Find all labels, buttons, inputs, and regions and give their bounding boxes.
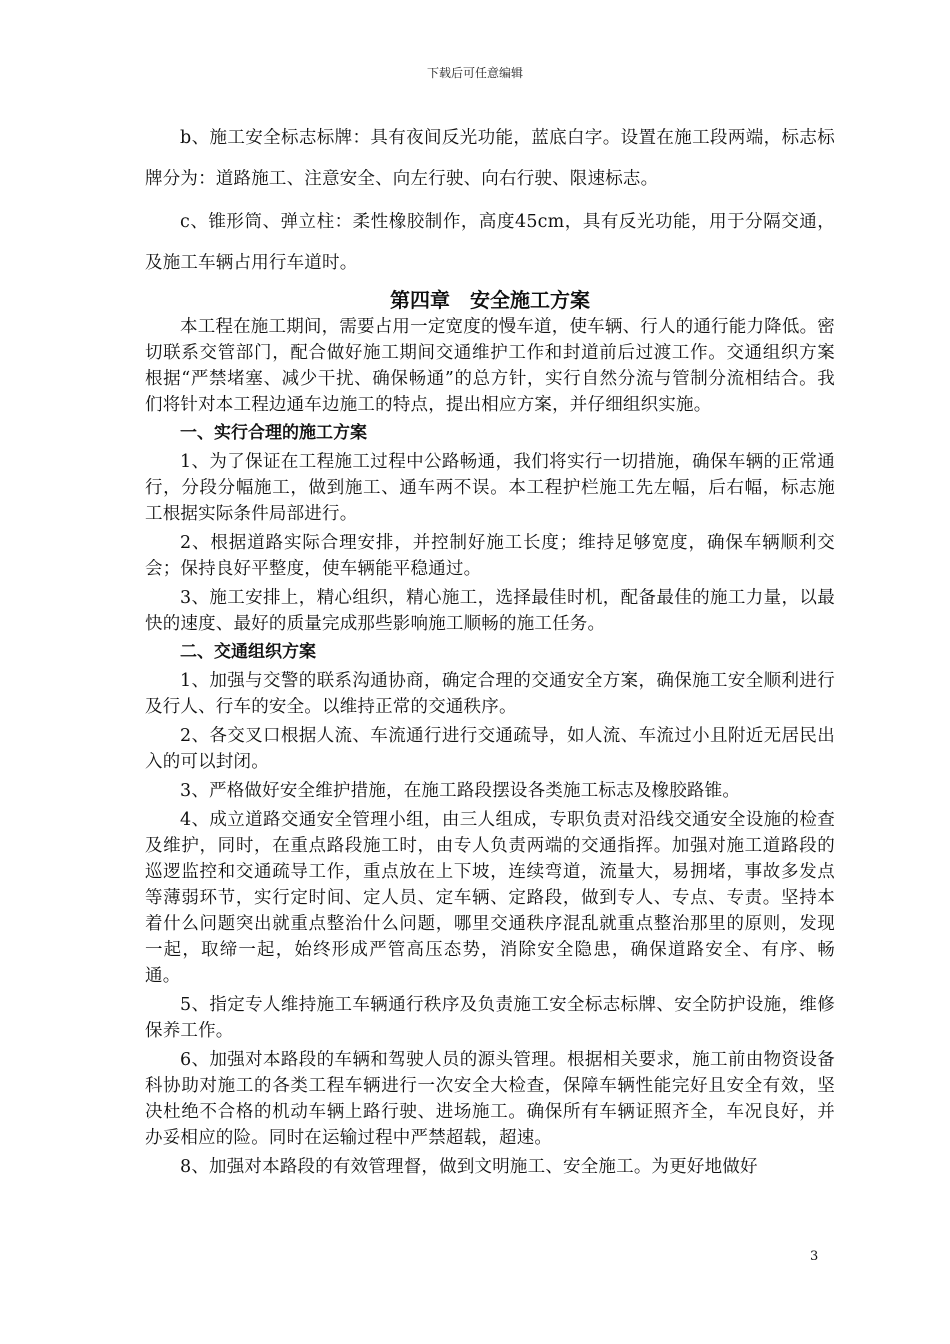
paragraph: 本工程在施工期间，需要占用一定宽度的慢车道，使车辆、行人的通行能力降低。密切联系交管部门，配合做好施工期间交通维护工作和封道前后过渡工作。交通组织方案根据“严禁堵塞、减少干扰、确保畅通”的总方针，实行自然分流与管制分流相结合。我们将针对本工程边通车边施工的特点，提出相应方案，并仔细组织实施。 [145,317,835,415]
section-heading: 二、交通组织方案 [180,642,316,662]
paragraph: b、施工安全标志标牌：具有夜间反光功能，蓝底白字。设置在施工段两端，标志标牌分为：道路施工、注意安全、向左行驶、向右行驶、限速标志。 [145,128,835,189]
paragraph: 8、加强对本路段的有效管理督，做到文明施工、安全施工。为更好地做好 [180,1157,758,1177]
paragraph: 2、根据道路实际合理安排，并控制好施工长度；维持足够宽度，确保车辆顺利交会；保持良好平整度，使车辆能平稳通过。 [145,533,835,579]
page-number: 3 [810,1249,819,1264]
paragraph: c、锥形筒、弹立柱：柔性橡胶制作，高度45cm，具有反光功能，用于分隔交通，及施工车辆占用行车道时。 [145,212,835,273]
chapter-title: 第四章 安全施工方案 [390,288,590,312]
paragraph: 1、加强与交警的联系沟通协商，确定合理的交通安全方案，确保施工安全顺利进行及行人、行车的安全。以维持正常的交通秩序。 [145,671,835,717]
paragraph: 4、成立道路交通安全管理小组，由三人组成，专职负责对沿线交通安全设施的检查及维护，同时，在重点路段施工时，由专人负责两端的交通指挥。加强对施工道路段的巡逻监控和交通疏导工作，重点放在上下坡，连续弯道，流量大，易拥堵，事故多发点等薄弱环节，实行定时间、定人员、定车辆、定路段，做到专人、专点、专责。坚持本着什么问题突出就重点整治什么问题，哪里交通秩序混乱就重点整治那里的原则，发现一起，取缔一起，始终形成严管高压态势，消除安全隐患，确保道路安全、有序、畅通。 [145,810,835,986]
paragraph: 1、为了保证在工程施工过程中公路畅通，我们将实行一切措施，确保车辆的正常通行，分段分幅施工，做到施工、通车两不误。本工程护栏施工先左幅，后右幅，标志施工根据实际条件局部进行。 [145,452,835,524]
document-body [145,118,835,1180]
paragraph: 6、加强对本路段的车辆和驾驶人员的源头管理。根据相关要求，施工前由物资设备科协助对施工的各类工程车辆进行一次安全大检查，保障车辆性能完好且安全有效，坚决杜绝不合格的机动车辆上路行驶、进场施工。确保所有车辆证照齐全，车况良好，并办妥相应的险。同时在运输过程中严禁超载，超速。 [145,1050,835,1148]
section-heading: 一、实行合理的施工方案 [180,423,367,443]
paragraph: 3、严格做好安全维护措施，在施工路段摆设各类施工标志及橡胶路锥。 [180,781,741,801]
page-header-note: 下载后可任意编辑 [426,66,523,80]
paragraph: 3、施工安排上，精心组织，精心施工，选择最佳时机，配备最佳的施工力量，以最快的速度、最好的质量完成那些影响施工顺畅的施工任务。 [145,588,835,634]
paragraph: 5、指定专人维持施工车辆通行秩序及负责施工安全标志标牌、安全防护设施，维修保养工作。 [145,995,835,1041]
paragraph: 2、各交叉口根据人流、车流通行进行交通疏导，如人流、车流过小且附近无居民出入的可以封闭。 [145,726,835,772]
